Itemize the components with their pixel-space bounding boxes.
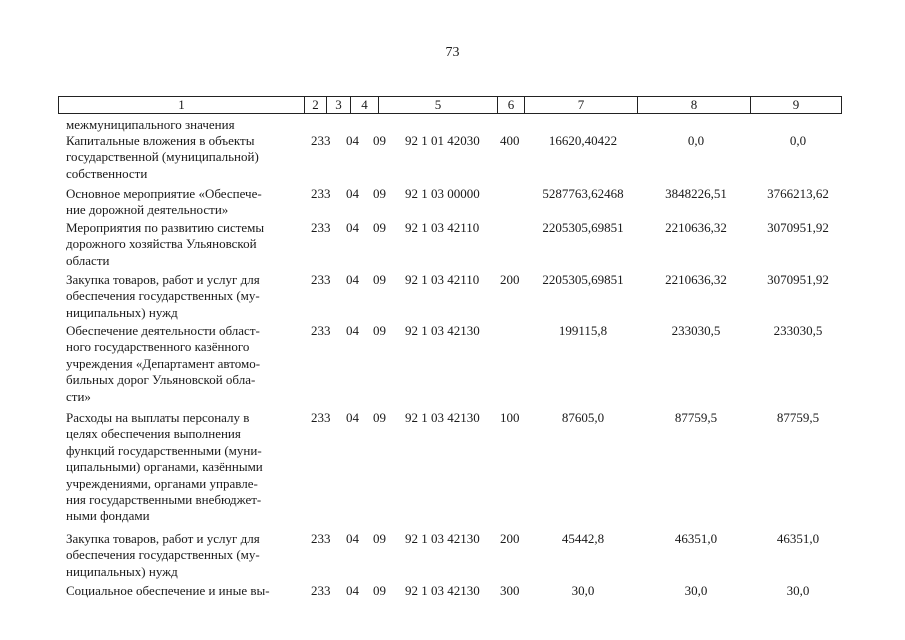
ministry-code: 233 [311, 531, 331, 546]
description-line: Закупка товаров, работ и услуг для [66, 531, 260, 546]
description-line: Социальное обеспечение и иные вы- [66, 583, 270, 598]
description-line: ниципальных) нужд [66, 304, 178, 320]
amount-year-3: 3766213,62 [767, 186, 829, 201]
subsection-code: 09 [373, 133, 386, 148]
header-col-5: 5 [379, 97, 498, 113]
description-line: Обеспечение деятельности област- [66, 323, 260, 338]
amount-year-3: 3070951,92 [767, 220, 829, 235]
continued-description: межмуниципального значения [66, 117, 235, 132]
amount-year-3: 3070951,92 [767, 272, 829, 287]
description-line: обеспечения государственных (му- [66, 288, 260, 304]
section-code: 04 [346, 583, 359, 598]
description-line: бильных дорог Ульяновской обла- [66, 372, 256, 388]
description-line: функций государственными (муни- [66, 442, 262, 458]
description-line: учреждениями, органами управле- [66, 475, 258, 491]
row-description [66, 323, 301, 405]
target-article-code: 92 1 03 42110 [405, 220, 480, 235]
amount-year-3: 30,0 [786, 583, 810, 598]
target-article-code: 92 1 03 42130 [405, 531, 480, 546]
subsection-code: 09 [373, 272, 386, 287]
amount-year-2: 30,0 [684, 583, 708, 598]
section-code: 04 [346, 323, 359, 338]
header-col-9: 9 [792, 97, 800, 112]
target-article-code: 92 1 03 42130 [405, 583, 480, 598]
target-article-code: 92 1 01 42030 [405, 133, 480, 148]
ministry-code: 233 [311, 272, 331, 287]
description-line: целях обеспечения выполнения [66, 426, 241, 442]
ministry-code: 233 [311, 220, 331, 235]
description-line: Капитальные вложения в объекты [66, 133, 255, 148]
ministry-code: 233 [311, 410, 331, 425]
expense-type-code: 400 [500, 133, 520, 148]
description-line: Основное мероприятие «Обеспече- [66, 186, 262, 201]
row-description [66, 272, 301, 321]
section-code: 04 [346, 272, 359, 287]
expense-type-code: 300 [500, 583, 520, 598]
ministry-code: 233 [311, 323, 331, 338]
target-article-code: 92 1 03 42130 [405, 323, 480, 338]
description-line: Мероприятия по развитию системы [66, 220, 265, 235]
description-line: Расходы на выплаты персоналу в [66, 410, 250, 425]
amount-year-2: 233030,5 [671, 323, 721, 338]
row-description [66, 583, 301, 599]
amount-year-2: 2210636,32 [665, 272, 727, 287]
description-line: ного государственного казённого [66, 339, 250, 355]
header-col-3: 3 [327, 97, 351, 113]
target-article-code: 92 1 03 42110 [405, 272, 480, 287]
amount-year-1: 5287763,62468 [542, 186, 624, 201]
ministry-code: 233 [311, 583, 331, 598]
amount-year-1: 2205305,69851 [542, 220, 624, 235]
subsection-code: 09 [373, 531, 386, 546]
section-code: 04 [346, 133, 359, 148]
amount-year-1: 199115,8 [558, 323, 608, 338]
subsection-code: 09 [373, 410, 386, 425]
description-line: ния государственными внебюджет- [66, 492, 262, 508]
row-description [66, 410, 301, 525]
amount-year-1: 30,0 [571, 583, 595, 598]
section-code: 04 [346, 186, 359, 201]
amount-year-2: 0,0 [687, 133, 705, 148]
description-line: собственности [66, 165, 148, 181]
ministry-code: 233 [311, 133, 331, 148]
description-line: ние дорожной деятельности» [66, 202, 229, 218]
amount-year-1: 87605,0 [561, 410, 605, 425]
amount-year-3: 233030,5 [773, 323, 823, 338]
subsection-code: 09 [373, 583, 386, 598]
header-col-8: 8 [638, 97, 751, 113]
description-line: Закупка товаров, работ и услуг для [66, 272, 260, 287]
amount-year-2: 3848226,51 [665, 186, 727, 201]
amount-year-1: 45442,8 [561, 531, 605, 546]
table-header-row [58, 96, 842, 114]
description-line: учреждения «Департамент автомо- [66, 355, 261, 371]
amount-year-1: 16620,40422 [548, 133, 618, 148]
header-col-4: 4 [351, 97, 379, 113]
page-number: 73 [445, 45, 460, 60]
subsection-code: 09 [373, 323, 386, 338]
section-code: 04 [346, 220, 359, 235]
target-article-code: 92 1 03 00000 [405, 186, 480, 201]
description-line: ципальными) органами, казёнными [66, 459, 263, 475]
expense-type-code: 200 [500, 272, 520, 287]
header-col-2: 2 [305, 97, 327, 113]
target-article-code: 92 1 03 42130 [405, 410, 480, 425]
description-line: области [66, 252, 110, 268]
amount-year-1: 2205305,69851 [542, 272, 624, 287]
description-line: сти» [66, 388, 91, 404]
row-description [66, 531, 301, 580]
subsection-code: 09 [373, 186, 386, 201]
description-line: государственной (муниципальной) [66, 149, 259, 165]
expense-type-code: 200 [500, 531, 520, 546]
header-col-7: 7 [525, 97, 638, 113]
section-code: 04 [346, 410, 359, 425]
row-description [66, 186, 301, 219]
amount-year-2: 46351,0 [674, 531, 718, 546]
description-line: дорожного хозяйства Ульяновской [66, 236, 257, 252]
subsection-code: 09 [373, 220, 386, 235]
description-line: обеспечения государственных (му- [66, 547, 260, 563]
amount-year-2: 87759,5 [674, 410, 718, 425]
description-line: ными фондами [66, 508, 150, 524]
description-line: ниципальных) нужд [66, 563, 178, 579]
amount-year-3: 87759,5 [776, 410, 820, 425]
ministry-code: 233 [311, 186, 331, 201]
row-description [66, 133, 301, 182]
section-code: 04 [346, 531, 359, 546]
header-col-1: 1 [59, 97, 305, 113]
row-description [66, 220, 301, 269]
header-col-6: 6 [498, 97, 525, 113]
amount-year-3: 0,0 [789, 133, 807, 148]
amount-year-3: 46351,0 [776, 531, 820, 546]
expense-type-code: 100 [500, 410, 520, 425]
amount-year-2: 2210636,32 [665, 220, 727, 235]
